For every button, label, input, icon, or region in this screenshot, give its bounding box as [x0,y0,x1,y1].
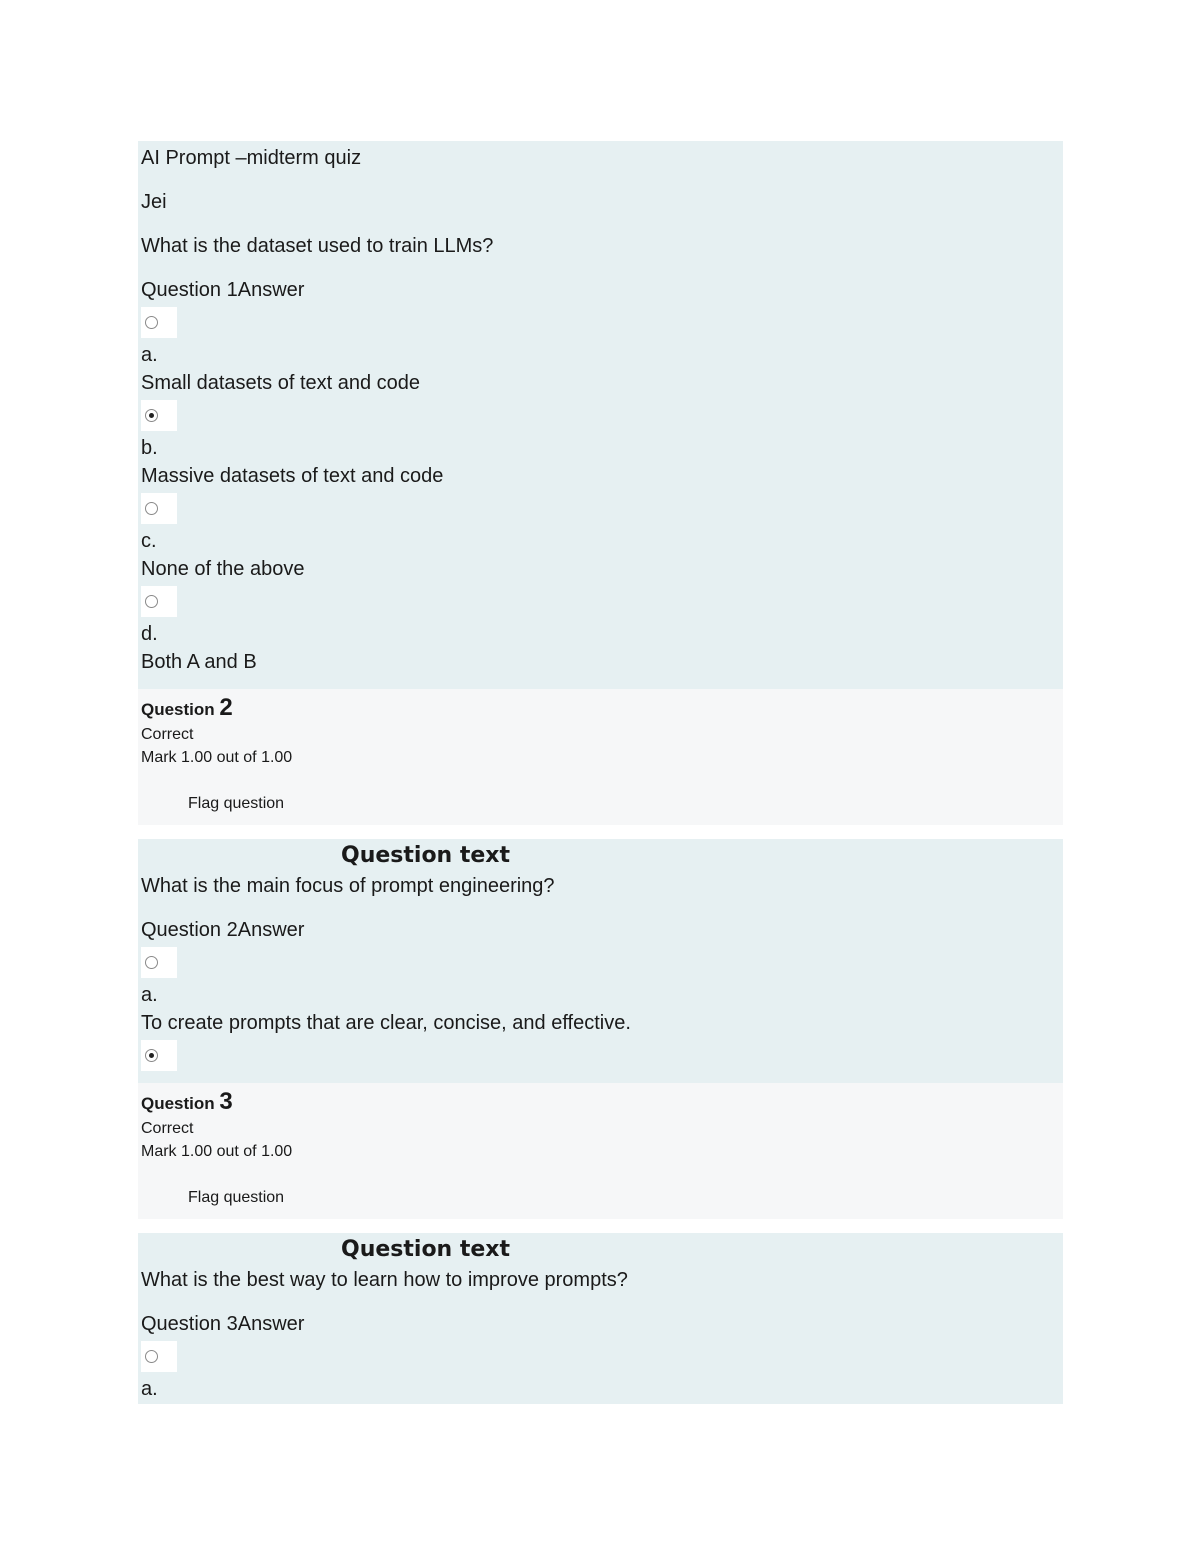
flag-question-link[interactable]: Flag question [188,795,285,812]
question-label: Question [141,1094,220,1113]
option-b-text[interactable]: Massive datasets of text and code [141,465,444,487]
question-2-info [138,689,1063,825]
question-3-answer-header: Question 3Answer [141,1313,305,1335]
question-number: 3 [219,1088,233,1115]
question-1-text: What is the dataset used to train LLMs? [141,235,494,257]
q2-option-a-radio[interactable] [145,956,158,969]
question-number: 2 [219,694,233,721]
option-d-text[interactable]: Both A and B [141,651,257,673]
question-text-heading: Question text [341,843,511,868]
question-3-number [141,1089,1063,1117]
question-3-status: Correct [141,1120,194,1137]
q2-option-a-text[interactable]: To create prompts that are clear, concise, and effective. [141,1012,631,1034]
quiz-title: AI Prompt –midterm quiz [141,147,362,169]
option-c-text[interactable]: None of the above [141,558,305,580]
option-d-radio-cell[interactable] [141,586,177,617]
q3-option-a-radio[interactable] [145,1350,158,1363]
option-c-radio-cell[interactable] [141,493,177,524]
q3-option-a-radio-cell[interactable] [141,1341,177,1372]
q2-option-a-radio-cell[interactable] [141,947,177,978]
flag-question-link[interactable]: Flag question [188,1189,285,1206]
option-a-text[interactable]: Small datasets of text and code [141,372,421,394]
option-b-radio-cell[interactable] [141,400,177,431]
question-3-mark: Mark 1.00 out of 1.00 [141,1143,293,1160]
q2-option-b-radio[interactable] [145,1049,158,1062]
question-2-number [141,695,1063,723]
question-3-block [138,1233,1063,1404]
question-1-answer-header: Question 1Answer [141,279,305,301]
question-2-mark: Mark 1.00 out of 1.00 [141,749,293,766]
quiz-page [138,141,1063,1404]
question-3-text: What is the best way to learn how to improve prompts? [141,1269,628,1291]
question-2-answer-header: Question 2Answer [141,919,305,941]
student-name: Jei [141,191,167,213]
option-a-radio-cell[interactable] [141,307,177,338]
q3-option-a-letter: a. [141,1378,158,1400]
option-b-letter: b. [141,437,158,459]
question-2-block [138,839,1063,1083]
option-a-radio[interactable] [145,316,158,329]
option-d-radio[interactable] [145,595,158,608]
option-c-letter: c. [141,530,157,552]
question-3-info [138,1083,1063,1219]
option-a-letter: a. [141,344,158,366]
question-2-status: Correct [141,726,194,743]
option-c-radio[interactable] [145,502,158,515]
q2-option-b-radio-cell[interactable] [141,1040,177,1071]
question-text-heading: Question text [341,1237,511,1262]
question-1-block [138,141,1063,689]
option-d-letter: d. [141,623,158,645]
question-2-text: What is the main focus of prompt engineering? [141,875,555,897]
option-b-radio[interactable] [145,409,158,422]
q2-option-a-letter: a. [141,984,158,1006]
question-label: Question [141,700,220,719]
